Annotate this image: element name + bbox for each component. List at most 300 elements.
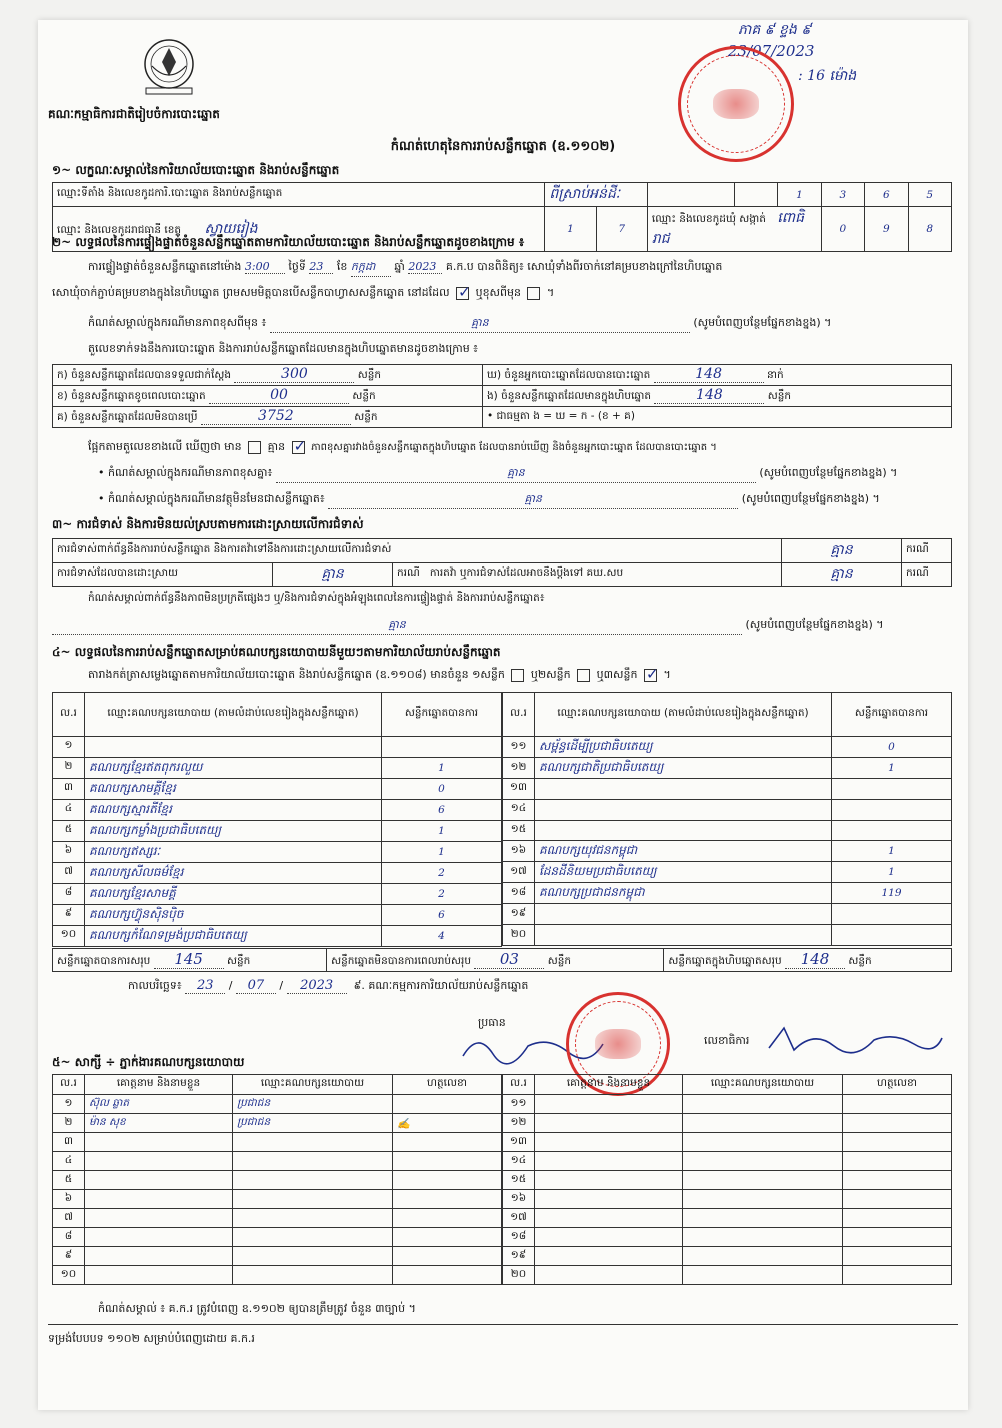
- witness-sign-cell: [393, 1133, 502, 1152]
- witness-no-cell: ១៤: [503, 1152, 535, 1171]
- section3-heading: ៣~ ការជំទាស់ និងការមិនយល់ស្របតាមការដោះស្រាយលើការជំទាស់: [52, 517, 364, 531]
- difference-note-value: គ្មាន: [270, 316, 690, 333]
- witness-empty-cell: [683, 1190, 843, 1209]
- table-row: [503, 883, 952, 904]
- total-invalid-label: សន្លឹកឆ្នោតមិនបានការពេលរាប់សរុប: [331, 955, 472, 967]
- table-row: [503, 904, 952, 925]
- chair-label: ប្រធាន: [478, 1016, 506, 1029]
- table-row: [53, 925, 502, 946]
- witness-empty-cell: [535, 1247, 683, 1266]
- committee-label: ៩. គណៈកម្មការការិយាល័យរាប់សន្លឹកឆ្នោត: [353, 979, 529, 992]
- party-no-cell: ១: [53, 737, 85, 758]
- party-no-cell: ១៦: [503, 841, 535, 862]
- table-row: [503, 799, 952, 820]
- party-votes-cell: [832, 779, 952, 800]
- witness-no-cell: ៧: [53, 1209, 85, 1228]
- document-title: កំណត់ហេតុនៃការរាប់សន្លឹកឆ្នោត (ឧ.១១០២): [390, 139, 616, 154]
- unit-sheet: សន្លឹក: [227, 955, 251, 967]
- witness-empty-cell: [843, 1247, 952, 1266]
- unit-case: ករណី: [902, 539, 952, 563]
- total-valid-value: 145: [154, 950, 224, 969]
- unit-sheet: សន្លឹក: [547, 955, 572, 967]
- province-label-text: ឈ្មោះ និងលេខកូដរាជធានី ខេត្ត: [57, 223, 182, 236]
- difference-note-label: កំណត់សម្គាល់ក្នុងករណីមានភាពខុសពីមុន ៖: [88, 316, 267, 329]
- annotation-date: 23/07/2023: [728, 42, 815, 60]
- unit-case: ករណី: [397, 567, 420, 579]
- totals-table: [52, 948, 952, 972]
- has-difference-checkbox[interactable]: [248, 441, 261, 454]
- location-code-digit: 5: [908, 183, 952, 207]
- witness-empty-cell: [683, 1247, 843, 1266]
- col-sign: ហត្ថលេខា: [843, 1075, 952, 1095]
- verification-time: 3:00: [245, 260, 285, 274]
- party-no-cell: ២: [53, 757, 85, 778]
- witness-empty-cell: [683, 1133, 843, 1152]
- difference-note-hint: (សូមបំពេញបន្ថែមផ្នែកខាងខ្នង) ។: [693, 316, 832, 329]
- party-no-cell: ១៣: [503, 779, 535, 800]
- col-votes: សន្លឹកឆ្នោតបានការ: [382, 693, 502, 737]
- party-votes-cell: 2: [382, 883, 502, 904]
- date-line: កាលបរិច្ឆេទ៖ 23 / 07 / 2023 ៩. គណៈកម្មការការិយាល័យរាប់សន្លឹកឆ្នោត: [128, 978, 529, 993]
- witness-empty-cell: [535, 1209, 683, 1228]
- witness-rows-right: [503, 1095, 952, 1285]
- verification-month-label: ខែ: [336, 260, 348, 273]
- witness-sign-cell: [393, 1190, 502, 1209]
- table-row: [503, 779, 952, 800]
- col-name: គោត្តនាម និងនាមខ្លួន: [85, 1075, 233, 1095]
- witness-sign-cell: [393, 1228, 502, 1247]
- party-party-cell: គណបក្សស្មារតីខ្មែរ: [85, 799, 382, 820]
- party-party-cell: គណបក្សហ៊្វុនស៊ិនប៉ិច: [85, 904, 382, 925]
- party-votes-cell: 1: [382, 841, 502, 862]
- received-ballots-value: 300: [234, 366, 354, 383]
- section1-heading: ១~ លក្ខណៈសម្គាល់នៃការិយាល័យបោះឆ្នោត និងរាប់សន្លឹកឆ្នោត: [52, 163, 340, 177]
- location-code-digit: [734, 183, 777, 207]
- witness-empty-cell: [535, 1133, 683, 1152]
- table-row: [503, 1095, 952, 1114]
- party-no-cell: ១២: [503, 758, 535, 779]
- table-row: [503, 1190, 952, 1209]
- formula: • ជាធម្មតា ង = ឃ = ក - (ខ + គ): [483, 407, 952, 428]
- party-party-cell: គណបក្សសាមគ្គីខ្មែរ: [85, 778, 382, 799]
- witness-empty-cell: [843, 1114, 952, 1133]
- party-party-cell: គណបក្សខ្មែរឥតពុករលួយ: [85, 757, 382, 778]
- col-party: ឈ្មោះគណបក្សនយោបាយ: [233, 1075, 393, 1095]
- province-code-digit: 7: [596, 207, 647, 252]
- bullet1-hint: (សូមបំពេញបន្ថែមផ្នែកខាងខ្នង) ។: [759, 466, 898, 479]
- witness-no-cell: ១២: [503, 1114, 535, 1133]
- total-box-value: 148: [785, 950, 845, 969]
- party-votes-cell: 6: [382, 904, 502, 925]
- witness-empty-cell: [535, 1266, 683, 1285]
- table-row: [53, 1133, 502, 1152]
- table-row: [53, 1171, 502, 1190]
- form-footer: ទម្រង់បែបបទ ១១០២ សម្រាប់បំពេញដោយ គ.ក.រ: [48, 1332, 255, 1345]
- appeal-label: [393, 563, 782, 587]
- party-party-cell: ដែនដីនិយមប្រជាធិបតេយ្យ: [535, 862, 832, 883]
- party-votes-cell: 2: [382, 862, 502, 883]
- table-row: [53, 1114, 502, 1133]
- bullet2-hint: (សូមបំពេញបន្ថែមផ្នែកខាងខ្នង) ។: [741, 492, 880, 505]
- witness-name-cell: [85, 1247, 233, 1266]
- unit-sheet: សន្លឹក: [354, 411, 378, 423]
- three-sheet-checkbox[interactable]: [644, 669, 657, 682]
- table-row: [503, 737, 952, 758]
- witness-sign-cell: [393, 1171, 502, 1190]
- witness-name-cell: ម៉ាន សុខ: [85, 1114, 233, 1133]
- verification-year-label: ឆ្នាំ: [394, 260, 405, 273]
- party-votes-cell: 4: [382, 925, 502, 946]
- appeal-label-text: ការតវ៉ា ឬការជំទាស់ដែលអាចនឹងប្តឹងទៅ គឃ.សប: [429, 567, 624, 579]
- witness-empty-cell: [843, 1095, 952, 1114]
- table-row: [53, 1247, 502, 1266]
- total-invalid-value: 03: [474, 950, 544, 969]
- verification-line-1-rest: គ.ក.ប បានពិនិត្យ៖ សោឃុំទាំងពីរចាក់នៅគម្របខាងក្រៅនៃហិបឆ្នោត: [445, 260, 723, 273]
- unused-ballots-label: គ) ចំនួនសន្លឹកឆ្នោតដែលមិនបានប្រើ: [57, 411, 198, 423]
- table-row: [53, 1266, 502, 1285]
- witness-empty-cell: [843, 1171, 952, 1190]
- witness-party-cell: ប្រជាជន: [233, 1095, 393, 1114]
- party-party-cell: [535, 925, 832, 946]
- witness-no-cell: ១៨: [503, 1228, 535, 1247]
- col-no: ល.រ: [53, 693, 85, 737]
- party-no-cell: ១៤: [503, 799, 535, 820]
- witness-party-cell: [233, 1266, 393, 1285]
- table-row: [53, 862, 502, 883]
- verification-line-2-text: សោឃុំចាក់ភ្ជាប់គម្របខាងក្នុងនៃហិបឆ្នោត ព្រមសមមិត្តបានបើសន្លឹកបាហ្វាសសន្លឹកឆ្នោត នៅដដែល: [52, 286, 450, 299]
- party-no-cell: ៤: [53, 799, 85, 820]
- witness-empty-cell: [843, 1209, 952, 1228]
- table-row: [53, 799, 502, 820]
- party-party-cell: គណបក្សឥស្សរៈ: [85, 841, 382, 862]
- party-party-cell: [535, 779, 832, 800]
- witness-no-cell: ១១: [503, 1095, 535, 1114]
- col-no: ល.រ: [503, 693, 535, 737]
- witness-rows-left: [53, 1095, 502, 1285]
- witness-empty-cell: [683, 1114, 843, 1133]
- witness-no-cell: ១៩: [503, 1247, 535, 1266]
- table-row: [503, 925, 952, 946]
- table-row: [53, 820, 502, 841]
- party-no-cell: ៩: [53, 904, 85, 925]
- table-row: [503, 1228, 952, 1247]
- party-party-cell: គណបក្សប្រជាជនកម្ពុជា: [535, 883, 832, 904]
- bullet1-value: គ្មាន: [276, 466, 756, 483]
- witness-empty-cell: [843, 1190, 952, 1209]
- witness-name-cell: [85, 1266, 233, 1285]
- table-row: [53, 883, 502, 904]
- verification-day-label: ថ្ងៃទី: [288, 260, 306, 273]
- witness-party-cell: [233, 1209, 393, 1228]
- verification-line-2: សោឃុំចាក់ភ្ជាប់គម្របខាងក្នុងនៃហិបឆ្នោត ព្រមសមមិត្តបានបើសន្លឹកបាហ្វាសសន្លឹកឆ្នោត នៅដដែល ✓ ឬខុសពីមុន ។: [52, 286, 554, 302]
- commune-code-digit: 0: [821, 207, 864, 252]
- spoiled-ballots-value: 00: [209, 387, 349, 404]
- witness-no-cell: ៨: [53, 1228, 85, 1247]
- three-sheet-label: ឬ៣សន្លឹក: [596, 668, 638, 681]
- same-checkbox[interactable]: [456, 287, 469, 300]
- voters-value: 148: [654, 366, 764, 383]
- party-no-cell: ១៩: [503, 904, 535, 925]
- witness-empty-cell: [843, 1228, 952, 1247]
- witness-sign-cell: [393, 1247, 502, 1266]
- commune-code-digit: 9: [865, 207, 908, 252]
- objections-value: គ្មាន: [782, 539, 902, 563]
- annotation-top: ភាគ ៩ ខ្ទង ៩: [738, 22, 812, 38]
- party-party-cell: [535, 799, 832, 820]
- two-sheet-label: ឬ២សន្លឹក: [530, 668, 571, 681]
- witness-empty-cell: [535, 1228, 683, 1247]
- party-no-cell: ១៥: [503, 820, 535, 841]
- table-row: [503, 1247, 952, 1266]
- witness-empty-cell: [683, 1266, 843, 1285]
- location-label: ឈ្មោះទីតាំង និងលេខកូដការិ.បោះឆ្នោត និងរាប់សន្លឹកឆ្នោត: [53, 183, 545, 207]
- difference-note-line: [88, 316, 831, 333]
- party-no-cell: ១០: [53, 925, 85, 946]
- party-votes-cell: [382, 737, 502, 758]
- resolved-label: ការជំទាស់ដែលបានដោះស្រាយ: [53, 563, 273, 587]
- table-row: [53, 757, 502, 778]
- party-party-cell: គណបក្សជាតិប្រជាធិបតេយ្យ: [535, 758, 832, 779]
- unit-person: នាក់: [766, 369, 784, 381]
- nec-emblem-icon: [134, 36, 204, 98]
- party-votes-cell: 0: [832, 737, 952, 758]
- party-no-cell: ១១: [503, 737, 535, 758]
- document-page: [38, 20, 968, 1410]
- party-no-cell: ៣: [53, 778, 85, 799]
- party-party-cell: [535, 820, 832, 841]
- col-no: ល.រ: [53, 1075, 85, 1095]
- one-sheet-checkbox[interactable]: [511, 669, 524, 682]
- annotation-time: : 16 ម៉ោង: [798, 68, 857, 84]
- section2-heading: ២~ លទ្ធផលនៃការផ្ទៀងផ្ទាត់ចំនួនសន្លឹកឆ្នោតតាមការិយាល័យបោះឆ្នោត និងរាប់សន្លឹកឆ្នោតដូចខាងក្រោម ៖: [52, 235, 525, 249]
- witness-empty-cell: [535, 1171, 683, 1190]
- col-party: ឈ្មោះគណបក្សនយោបាយ (តាមលំដាប់លេខរៀងក្នុងសន្លឹកឆ្នោត): [535, 693, 832, 737]
- witness-no-cell: ៩: [53, 1247, 85, 1266]
- party-votes-cell: 1: [382, 757, 502, 778]
- footer-divider: [48, 1324, 958, 1325]
- witness-empty-cell: [683, 1228, 843, 1247]
- table-row: [53, 1095, 502, 1114]
- witness-empty-cell: [535, 1152, 683, 1171]
- table-row: [53, 778, 502, 799]
- bullet2-value: គ្មាន: [328, 492, 738, 509]
- party-rows-left: [53, 737, 502, 947]
- irregularity-line: [52, 618, 884, 635]
- witness-name-cell: [85, 1190, 233, 1209]
- witness-name-cell: [85, 1152, 233, 1171]
- counts-intro: តួលេខទាក់ទងនឹងការបោះឆ្នោត និងការរាប់សន្លឹកឆ្នោតដែលមានក្នុងហិបឆ្នោតមានដូចខាងក្រោម ៖: [88, 342, 479, 355]
- bullet2-line: [98, 492, 880, 509]
- party-votes-cell: 1: [832, 841, 952, 862]
- party-votes-cell: [832, 799, 952, 820]
- col-no: ល.រ: [503, 1075, 535, 1095]
- organization-name: គណៈកម្មាធិការជាតិរៀបចំការបោះឆ្នោត: [48, 107, 220, 121]
- party-party-cell: [85, 737, 382, 758]
- commune-code-digit: 8: [908, 207, 952, 252]
- verification-line-1: [88, 260, 722, 277]
- party-votes-cell: 1: [832, 862, 952, 883]
- commune-label-text: ឈ្មោះ និងលេខកូដឃុំ សង្កាត់: [651, 213, 766, 225]
- party-votes-cell: [832, 820, 952, 841]
- witness-sign-cell: [393, 1266, 502, 1285]
- party-votes-cell: [832, 925, 952, 946]
- witness-sign-cell: ✍: [393, 1114, 502, 1133]
- compare-rest: ភាពខុសគ្នារវាងចំនួនសន្លឹកឆ្នោតក្នុងហិបឆ្នោត ដែលបានរាប់ឃើញ និងចំនួនអ្នកបោះឆ្នោត ដែលបានបោះឆ្នោត ។: [311, 442, 717, 453]
- witness-sign-cell: [393, 1209, 502, 1228]
- table-row: [503, 758, 952, 779]
- table-row: [53, 737, 502, 758]
- witness-name-cell: [85, 1133, 233, 1152]
- witness-name-cell: [85, 1228, 233, 1247]
- party-votes-cell: [832, 904, 952, 925]
- party-party-cell: គណបក្សកម្លាំងប្រជាធិបតេយ្យ: [85, 820, 382, 841]
- party-party-cell: [535, 904, 832, 925]
- date-label: កាលបរិច្ឆេទ៖: [128, 979, 182, 992]
- col-name: គោត្តនាម និងនាមខ្លួន: [535, 1075, 683, 1095]
- location-code-digit: 6: [865, 183, 908, 207]
- witness-party-cell: [233, 1133, 393, 1152]
- col-party: ឈ្មោះគណបក្សនយោបាយ: [683, 1075, 843, 1095]
- witness-no-cell: ៥: [53, 1171, 85, 1190]
- province-value: ស្វាយរៀង: [204, 220, 258, 237]
- section4-heading: ៤~ លទ្ធផលនៃការរាប់សន្លឹកឆ្នោតសម្រាប់គណបក្សនយោបាយនីមួយៗតាមការិយាល័យរាប់សន្លឹកឆ្នោត: [52, 645, 501, 659]
- witness-party-cell: [233, 1190, 393, 1209]
- party-no-cell: ១៨: [503, 883, 535, 904]
- col-votes: សន្លឹកឆ្នោតបានការ: [832, 693, 952, 737]
- unit-sheet: សន្លឹក: [848, 955, 872, 967]
- compare-label: ផ្អែកតាមតួលេខខាងលើ ឃើញថា មាន: [88, 440, 242, 453]
- col-party: ឈ្មោះគណបក្សនយោបាយ (តាមលំដាប់លេខរៀងក្នុងសន្លឹកឆ្នោត): [85, 693, 382, 737]
- witness-party-cell: [233, 1247, 393, 1266]
- witness-party-cell: [233, 1171, 393, 1190]
- witness-empty-cell: [535, 1095, 683, 1114]
- witness-table-right: [502, 1074, 952, 1285]
- witness-empty-cell: [683, 1209, 843, 1228]
- unit-sheet: សន្លឹក: [767, 390, 792, 402]
- date-year: 2023: [287, 978, 347, 994]
- irregularity-note: កំណត់សម្គាល់ពាក់ព័ន្ធនឹងភាពមិនប្រក្រតីផ្សេងៗ ឬ/និងការជំទាស់ក្នុងអំឡុងពេលនៃការផ្ទៀងផ្ទាត់ និងការរាប់សន្លឹកឆ្នោត៖: [88, 592, 545, 604]
- total-box-label: សន្លឹកឆ្នោតក្នុងហិបឆ្នោតសរុប: [668, 955, 782, 967]
- table-row: [53, 904, 502, 925]
- party-party-cell: គណបក្សយុវជនកម្ពុជា: [535, 841, 832, 862]
- witness-no-cell: ១៦: [503, 1190, 535, 1209]
- party-votes-cell: 0: [382, 778, 502, 799]
- witness-name-cell: ស៊ុល ឆ្លាត: [85, 1095, 233, 1114]
- party-no-cell: ៨: [53, 883, 85, 904]
- witness-no-cell: ១៧: [503, 1209, 535, 1228]
- bullet2-label: • កំណត់សម្គាល់ក្នុងករណីមានវត្ថុមិនមែនជាសន្លឹកឆ្នោត៖: [98, 492, 325, 505]
- unit-case: ករណី: [902, 563, 952, 587]
- witness-empty-cell: [535, 1114, 683, 1133]
- witness-no-cell: ២: [53, 1114, 85, 1133]
- table-row: [53, 841, 502, 862]
- sheet-count-intro: តារាងកត់ត្រាសម្លេងឆ្នោតតាមការិយាល័យបោះឆ្នោត និងរាប់សន្លឹកឆ្នោត (ឧ.១១០៨) មានចំនួន ១សន្លឹក: [88, 668, 505, 681]
- witness-no-cell: ១០: [53, 1266, 85, 1285]
- two-sheet-checkbox[interactable]: [577, 669, 590, 682]
- irregularity-value: គ្មាន: [52, 618, 742, 635]
- party-votes-cell: 1: [382, 820, 502, 841]
- witness-empty-cell: [683, 1095, 843, 1114]
- witness-no-cell: ៤: [53, 1152, 85, 1171]
- table-row: [53, 1228, 502, 1247]
- verification-year: 2023: [408, 260, 442, 274]
- no-difference-checkbox[interactable]: [292, 441, 305, 454]
- witness-no-cell: ១៣: [503, 1133, 535, 1152]
- bullet1-label: • កំណត់សម្គាល់ក្នុងករណីមានភាពខុសគ្នា៖: [98, 466, 273, 479]
- ballots-in-box-value: 148: [654, 387, 764, 404]
- province-code-digit: 1: [545, 207, 596, 252]
- bullet1-line: [98, 466, 897, 483]
- resolved-value: គ្មាន: [273, 563, 393, 587]
- commune-value: ពោធិរាជ: [651, 210, 804, 247]
- received-ballots-label: ក) ចំនួនសន្លឹកឆ្នោតដែលបានទទួលជាក់ស្តែង: [57, 369, 232, 381]
- table-row: [53, 1152, 502, 1171]
- unit-sheet: សន្លឹក: [352, 390, 376, 402]
- table-row: [503, 862, 952, 883]
- ballots-in-box-label: ង) ចំនួនសន្លឹកឆ្នោតដែលមានក្នុងហិបឆ្នោត: [487, 390, 652, 402]
- witness-no-cell: ១: [53, 1095, 85, 1114]
- location-code-digit: 1: [778, 183, 821, 207]
- table-row: [503, 1209, 952, 1228]
- different-label: ឬខុសពីមុន: [475, 286, 521, 299]
- witness-empty-cell: [843, 1266, 952, 1285]
- party-no-cell: ២០: [503, 925, 535, 946]
- witness-empty-cell: [535, 1190, 683, 1209]
- party-party-cell: គណបក្សខ្មែរសាមគ្គី: [85, 883, 382, 904]
- table-row: [503, 1171, 952, 1190]
- party-no-cell: ១៧: [503, 862, 535, 883]
- party-votes-table-left: [52, 692, 502, 947]
- witness-sign-cell: [393, 1095, 502, 1114]
- location-code-digit: 3: [821, 183, 864, 207]
- party-no-cell: ៧: [53, 862, 85, 883]
- section5-heading: ៥~ សាក្សី ÷ ភ្នាក់ងារគណបក្សនយោបាយ: [52, 1055, 245, 1069]
- witness-empty-cell: [843, 1133, 952, 1152]
- witness-table-left: [52, 1074, 502, 1285]
- witness-no-cell: ២០: [503, 1266, 535, 1285]
- verification-month: កក្កដា: [351, 260, 391, 277]
- irregularity-hint: (សូមបំពេញបន្ថែមផ្នែកខាងខ្នង) ។: [745, 618, 884, 631]
- commune-label: [647, 207, 821, 252]
- table-row: [53, 1209, 502, 1228]
- secretary-signature-icon: [764, 1020, 944, 1060]
- location-value: ពីស្រាប់អន់ដីៈ: [545, 183, 647, 207]
- witness-empty-cell: [683, 1152, 843, 1171]
- witness-party-cell: [233, 1228, 393, 1247]
- party-no-cell: ៦: [53, 841, 85, 862]
- voters-label: ឃ) ចំនួនអ្នកបោះឆ្នោតដែលបានបោះឆ្នោត: [487, 369, 651, 381]
- counts-table: [52, 364, 952, 428]
- party-party-cell: គណបក្សសីលធម៌ខ្មែរ: [85, 862, 382, 883]
- different-checkbox[interactable]: [527, 287, 540, 300]
- witness-party-cell: ប្រជាជន: [233, 1114, 393, 1133]
- table-row: [503, 1152, 952, 1171]
- objections-label: ការជំទាស់ពាក់ព័ន្ធនឹងការរាប់សន្លឹកឆ្នោត និងការតវ៉ាទៅនឹងការដោះស្រាយលើការជំទាស់: [53, 539, 782, 563]
- witness-name-cell: [85, 1171, 233, 1190]
- table-row: [503, 841, 952, 862]
- party-votes-table-right: [502, 692, 952, 946]
- unused-ballots-value: 3752: [201, 408, 351, 425]
- witness-empty-cell: [683, 1171, 843, 1190]
- table-row: [503, 1133, 952, 1152]
- verification-day: 23: [309, 260, 333, 274]
- witness-no-cell: ៦: [53, 1190, 85, 1209]
- secretary-label: លេខាធិការ: [704, 1034, 750, 1047]
- witness-no-cell: ១៥: [503, 1171, 535, 1190]
- col-sign: ហត្ថលេខា: [393, 1075, 502, 1095]
- date-day: 23: [185, 978, 225, 994]
- no-difference-label: គ្មាន: [267, 440, 286, 453]
